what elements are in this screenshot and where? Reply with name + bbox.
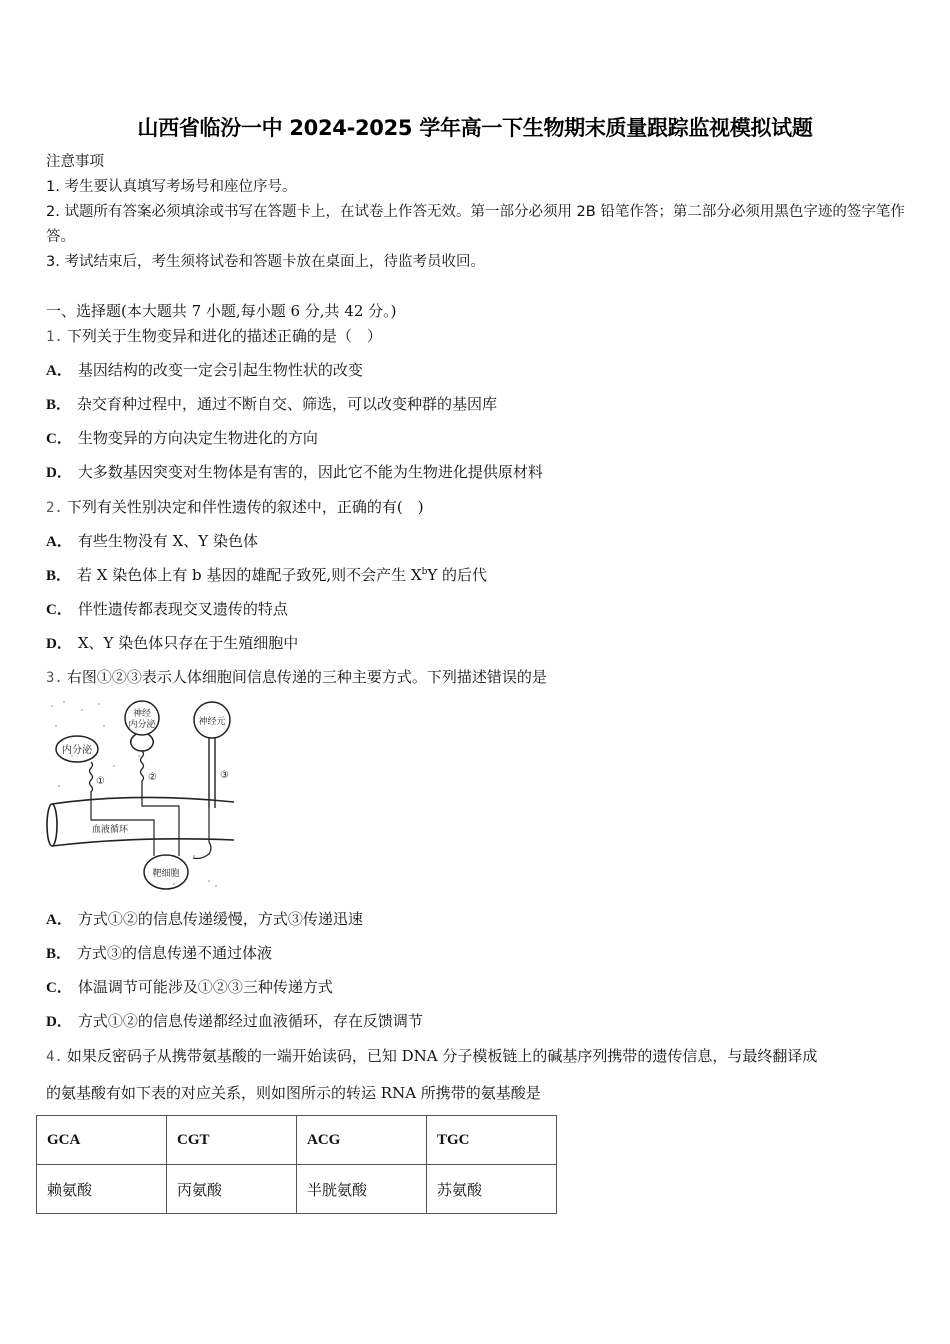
question-3-option-a: A． 方式①②的信息传递缓慢，方式③传递迅速: [46, 910, 363, 928]
svg-text:②: ②: [148, 772, 157, 783]
svg-text:神经元: 神经元: [198, 717, 226, 727]
svg-text:内分泌: 内分泌: [62, 745, 92, 756]
question-2-stem: 2. 下列有关性别决定和伴性遗传的叙述中，正确的有( ): [46, 498, 424, 516]
question-3-stem: 3. 右图①②③表示人体细胞间信息传递的三种主要方式。下列描述错误的是: [46, 668, 547, 686]
table-cell: 丙氨酸: [167, 1165, 297, 1214]
table-cell: 苏氨酸: [427, 1165, 557, 1214]
question-number: 3.: [46, 670, 63, 686]
table-header-row: [37, 1116, 557, 1165]
question-4-stem-line-1: 4. 如果反密码子从携带氨基酸的一端开始读码，已知 DNA 分子模板链上的碱基序列携带的遗传信息，与最终翻译成: [46, 1047, 818, 1065]
question-3-option-b: B． 方式③的信息传递不通过体液: [46, 944, 273, 962]
question-1-stem: 1. 下列关于生物变异和进化的描述正确的是（ ）: [46, 327, 382, 345]
question-1-option-d: D． 大多数基因突变对生物体是有害的，因此它不能为生物进化提供原材料: [46, 463, 543, 481]
question-1-option-a: A． 基因结构的改变一定会引起生物性状的改变: [46, 361, 363, 379]
question-1-option-c: C． 生物变异的方向决定生物进化的方向: [46, 429, 318, 447]
section-heading: 一、选择题(本大题共 7 小题,每小题 6 分,共 42 分。): [46, 302, 397, 320]
notice-item-1: 1. 考生要认真填写考场号和座位序号。: [46, 179, 297, 195]
question-number: 4.: [46, 1049, 63, 1065]
notice-block: [46, 150, 908, 275]
question-3-option-d: D． 方式①②的信息传递都经过血液循环，存在反馈调节: [46, 1012, 423, 1030]
question-3-option-c: C． 体温调节可能涉及①②③三种传递方式: [46, 978, 333, 996]
question-4-stem-line-2: 的氨基酸有如下表的对应关系，则如图所示的转运 RNA 所携带的氨基酸是: [46, 1084, 541, 1102]
notice-item-3: 3. 考试结束后，考生须将试卷和答题卡放在桌面上，待监考员收回。: [46, 254, 485, 270]
notice-item-2: 2. 试题所有答案必须填涂或书写在答题卡上，在试卷上作答无效。第一部分必须用 2B 铅笔作答；第二部分必须用黑色字迹的签字笔作答。: [46, 204, 905, 245]
table-cell: GCA: [37, 1116, 167, 1165]
svg-text:③: ③: [220, 770, 229, 781]
question-2-option-d: D． X、Y 染色体只存在于生殖细胞中: [46, 634, 299, 652]
codon-amino-acid-table: [36, 1115, 557, 1214]
svg-text:内分泌: 内分泌: [128, 720, 156, 730]
table-row: [37, 1165, 557, 1214]
table-cell: ACG: [297, 1116, 427, 1165]
question-1-option-b: B． 杂交育种过程中，通过不断自交、筛选，可以改变种群的基因库: [46, 395, 498, 413]
question-2-option-a: A． 有些生物没有 X、Y 染色体: [46, 532, 258, 550]
svg-text:靶细胞: 靶细胞: [152, 869, 180, 879]
page-title: 山西省临汾一中 2024-2025 学年高一下生物期末质量跟踪监视模拟试题: [137, 116, 813, 140]
table-cell: TGC: [427, 1116, 557, 1165]
notice-heading: 注意事项: [46, 154, 104, 170]
question-number: 2.: [46, 500, 63, 516]
question-2-option-c: C． 伴性遗传都表现交叉遗传的特点: [46, 600, 288, 618]
svg-text:神经: 神经: [132, 709, 152, 719]
cell-signaling-diagram: [44, 696, 234, 892]
table-cell: 赖氨酸: [37, 1165, 167, 1214]
table-cell: 半胱氨酸: [297, 1165, 427, 1214]
svg-text:①: ①: [96, 776, 105, 787]
table-cell: CGT: [167, 1116, 297, 1165]
svg-text:血液循环: 血液循环: [92, 825, 129, 835]
question-number: 1.: [46, 329, 63, 345]
question-2-option-b: B． 若 X 染色体上有 b 基因的雄配子致死,则不会产生 $X^bY$ 的后代: [46, 566, 488, 584]
